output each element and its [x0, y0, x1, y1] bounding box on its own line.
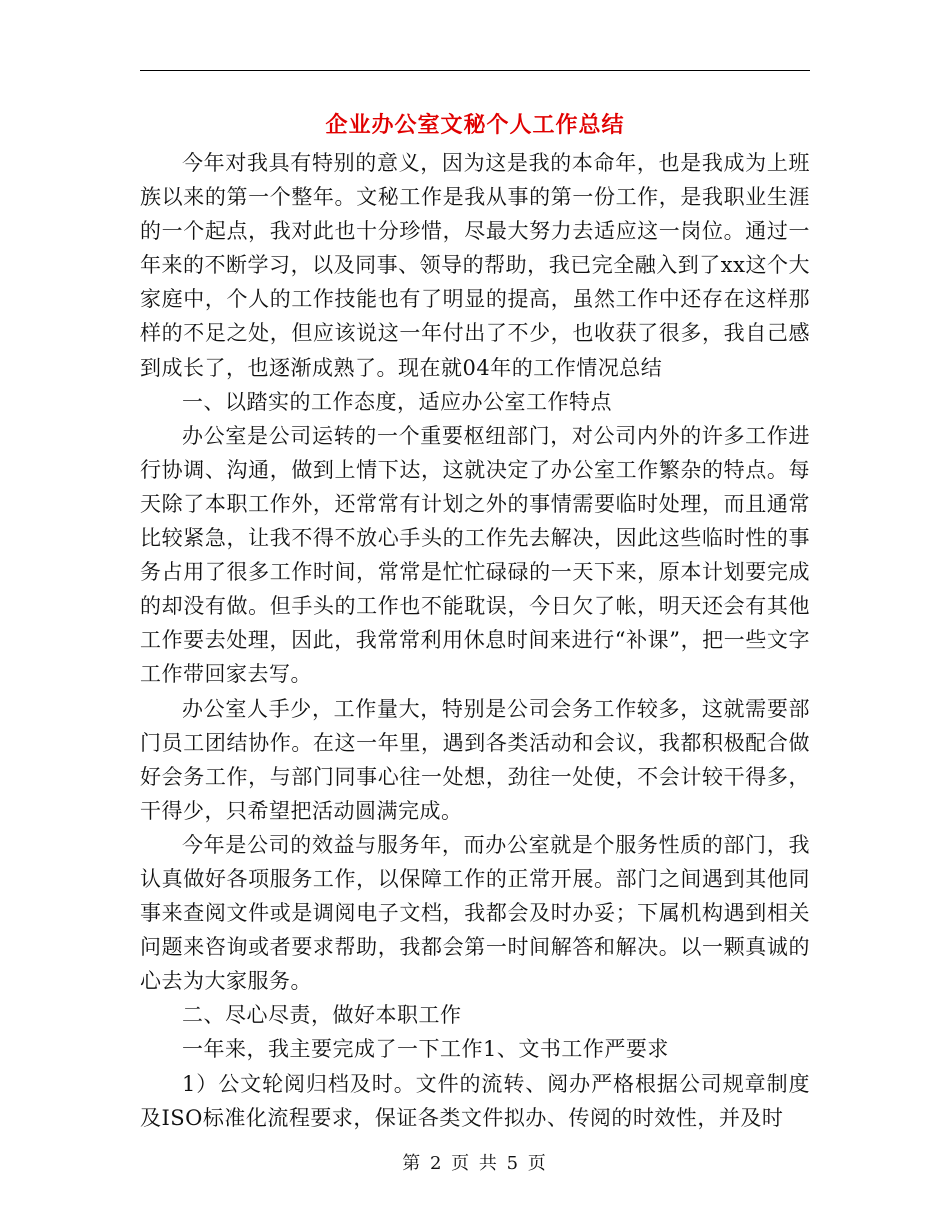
- paragraph-work-list: 一年来，我主要完成了一下工作1、文书工作严要求: [182, 1037, 669, 1062]
- paragraph-office-hub: 办公室是公司运转的一个重要枢纽部门，对公司内外的许多工作进行协调、沟通，做到上情下达，这就决定了办公室工作繁杂的特点。每天除了本职工作外，还常常有计划之外的事情需要临时处理，而且通常比较紧急，让我不得不放心手头的工作先去解决，因此这些临时性的事务占用了很多工作时间，常常是忙忙碌碌的一天下来，原本计划要完成的却没有做。但手头的工作也不能耽误，今日欠了帐，明天还会有其他工作要去处理，因此，我常常利用休息时间来进行“补课”，把一些文字工作带回家去写。: [140, 423, 810, 687]
- document-title: 企业办公室文秘个人工作总结: [325, 112, 625, 138]
- section-heading-2: 二、尽心尽责，做好本职工作: [182, 1003, 462, 1028]
- paragraph-teamwork: 办公室人手少，工作量大，特别是公司会务工作较多，这就需要部门员工团结协作。在这一年里，遇到各类活动和会议，我都积极配合做好会务工作，与部门同事心往一处想，劲往一处使，不会计较干得多，干得少，只希望把活动圆满完成。: [140, 696, 810, 823]
- document-body: [140, 146, 810, 1135]
- paragraph-intro: 今年对我具有特别的意义，因为这是我的本命年，也是我成为上班族以来的第一个整年。文秘工作是我从事的第一份工作，是我职业生涯的一个起点，我对此也十分珍惜，尽最大努力去适应这一岗位。通过一年来的不断学习，以及同事、领导的帮助，我已完全融入到了xx这个大家庭中，个人的工作技能也有了明显的提高，虽然工作中还存在这样那样的不足之处，但应该说这一年付出了不少，也收获了很多，我自己感到成长了，也逐渐成熟了。现在就04年的工作情况总结: [140, 151, 810, 380]
- section-heading-1: 一、以踏实的工作态度，适应办公室工作特点: [182, 389, 612, 414]
- header-rule: [140, 70, 810, 71]
- paragraph-document-filing: 1）公文轮阅归档及时。文件的流转、阅办严格根据公司规章制度及ISO标准化流程要求，保证各类文件拟办、传阅的时效性，并及时: [140, 1071, 810, 1130]
- page-number-footer: 第 2 页 共 5 页: [402, 1153, 548, 1174]
- paragraph-service: 今年是公司的效益与服务年，而办公室就是个服务性质的部门，我认真做好各项服务工作，以保障工作的正常开展。部门之间遇到其他同事来查阅文件或是调阅电子文档，我都会及时办妥；下属机构遇到相关问题来咨询或者要求帮助，我都会第一时间解答和解决。以一颗真诚的心去为大家服务。: [140, 832, 810, 994]
